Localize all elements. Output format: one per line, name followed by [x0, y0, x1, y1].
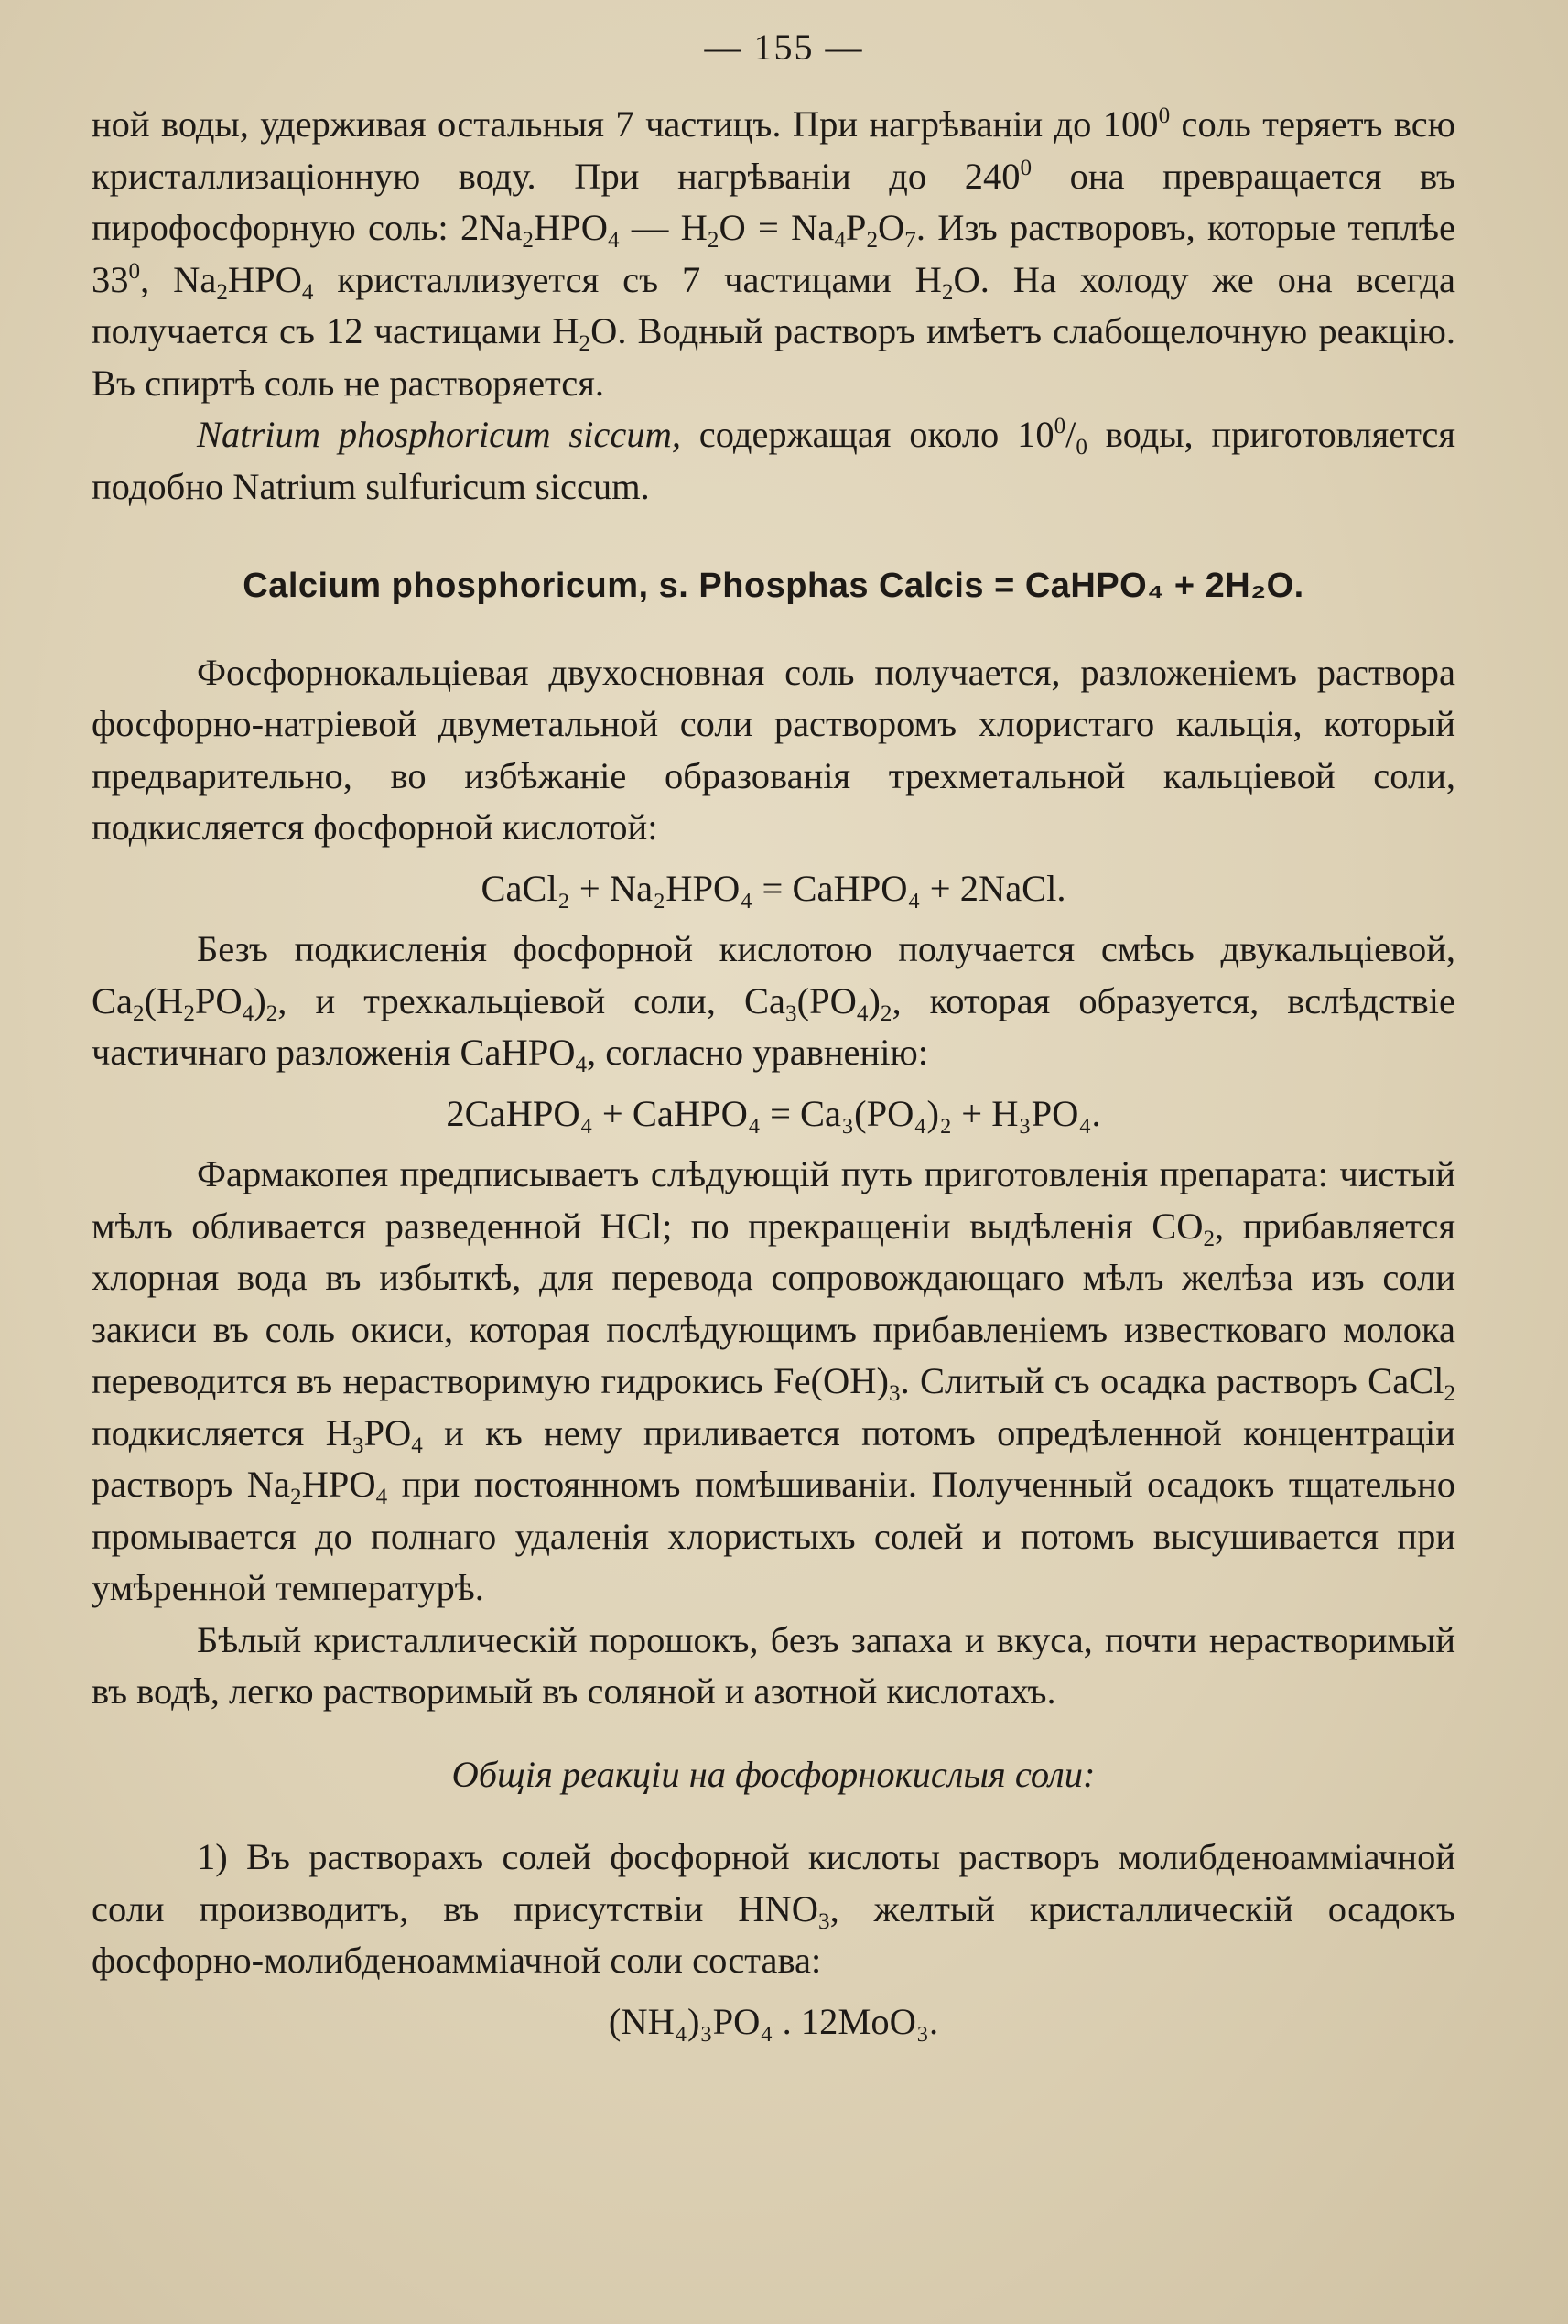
- paragraph-1: ной воды, удерживая остальныя 7 частицъ. При нагрѣваніи до $100^0$ соль теряетъ всю кристаллизаціонную воду. При нагрѣваніи до $240^0$ она превращается въ пирофосфорную соль: $2Na_2HPO_4$ — $H_2O = Na_4P_2O_7$. Изъ растворовъ, которые теплѣе $33^0$, $Na_2HPO_4$ кристаллизуется съ 7 частицами $H_2O$. На холоду же она всегда получается съ 12 частицами $H_2O$. Водный растворъ имѣетъ слабощелочную реакцію. Въ спиртѣ соль не растворяется.: [92, 103, 1456, 404]
- subheading: Общія реакціи на фосфорнокислыя соли:: [451, 1753, 1096, 1795]
- paragraph-4: Безъ подкисленія фосфорной кислотою получается смѣсь двукальціевой, $Ca_2(H_2PO_4)_2$, и трехкальціевой соли, $Ca_3(PO_4)_2$, которая образуется, вслѣдствіе частичнаго разложенія CaHPO$_4$, согласно уравненію:: [92, 928, 1455, 1078]
- section-heading: Calcium phosphoricum, s. Phosphas Calcis = CaHPO₄ + 2H₂O.: [243, 567, 1304, 605]
- page-body: [92, 99, 1455, 2057]
- formula-2: 2CaHPO₄ + CaHPO₄ = Ca₃(PO₄)₂ + H₃PO₄.: [446, 1092, 1101, 1134]
- formula-3: (NH₄)₃PO₄ . 12MoO₃.: [608, 2000, 939, 2042]
- page-number: — 155 —: [704, 27, 864, 68]
- paragraph-2: Natrium phosphoricum siccum, содержащая около $10^0/_0$ воды, приготовляется подобно Natrium sulfuricum siccum.: [92, 413, 1455, 507]
- paragraph-3: Фосфорнокальціевая двухосновная соль получается, разложеніемъ раствора фосфорно-натріевой двуметальной соли растворомъ хлористаго кальція, который предварительно, во избѣжаніе образованія трехметальной кальціевой соли, подкисляется фосфорной кислотой:: [92, 651, 1455, 848]
- paragraph-7: 1) Въ растворахъ солей фосфорной кислоты растворъ молибденоамміачной соли производитъ, въ присутствіи $HNO_3$, желтый кристаллическій осадокъ фосфорно-молибденоамміачной соли состава:: [92, 1836, 1455, 1981]
- paragraph-5: Фармакопея предписываетъ слѣдующій путь приготовленія препарата: чистый мѣлъ обливается разведенной HCl; по прекращеніи выдѣленія $CO_2$, прибавляется хлорная вода въ избыткѣ, для перевода сопровождающаго мѣлъ желѣза изъ соли закиси въ соль окиси, которая послѣдующимъ прибавленіемъ известковаго молока переводится въ нерастворимую гидрокись $Fe(OH)_3$. Слитый съ осадка растворъ CaCl$_2$ подкисляется $H_3PO_4$ и къ нему приливается потомъ опредѣленной концентраціи растворъ $Na_2HPO_4$ при постоянномъ помѣшиваніи. Полученный осадокъ тщательно промывается до полнаго удаленія хлористыхъ солей и потомъ высушивается при умѣренной температурѣ.: [92, 1153, 1455, 1608]
- paragraph-6: Бѣлый кристаллическій порошокъ, безъ запаха и вкуса, почти нерастворимый въ водѣ, легко растворимый въ соляной и азотной кислотахъ.: [92, 1618, 1455, 1712]
- formula-1: CaCl₂ + Na₂HPO₄ = CaHPO₄ + 2NaCl.: [481, 867, 1066, 909]
